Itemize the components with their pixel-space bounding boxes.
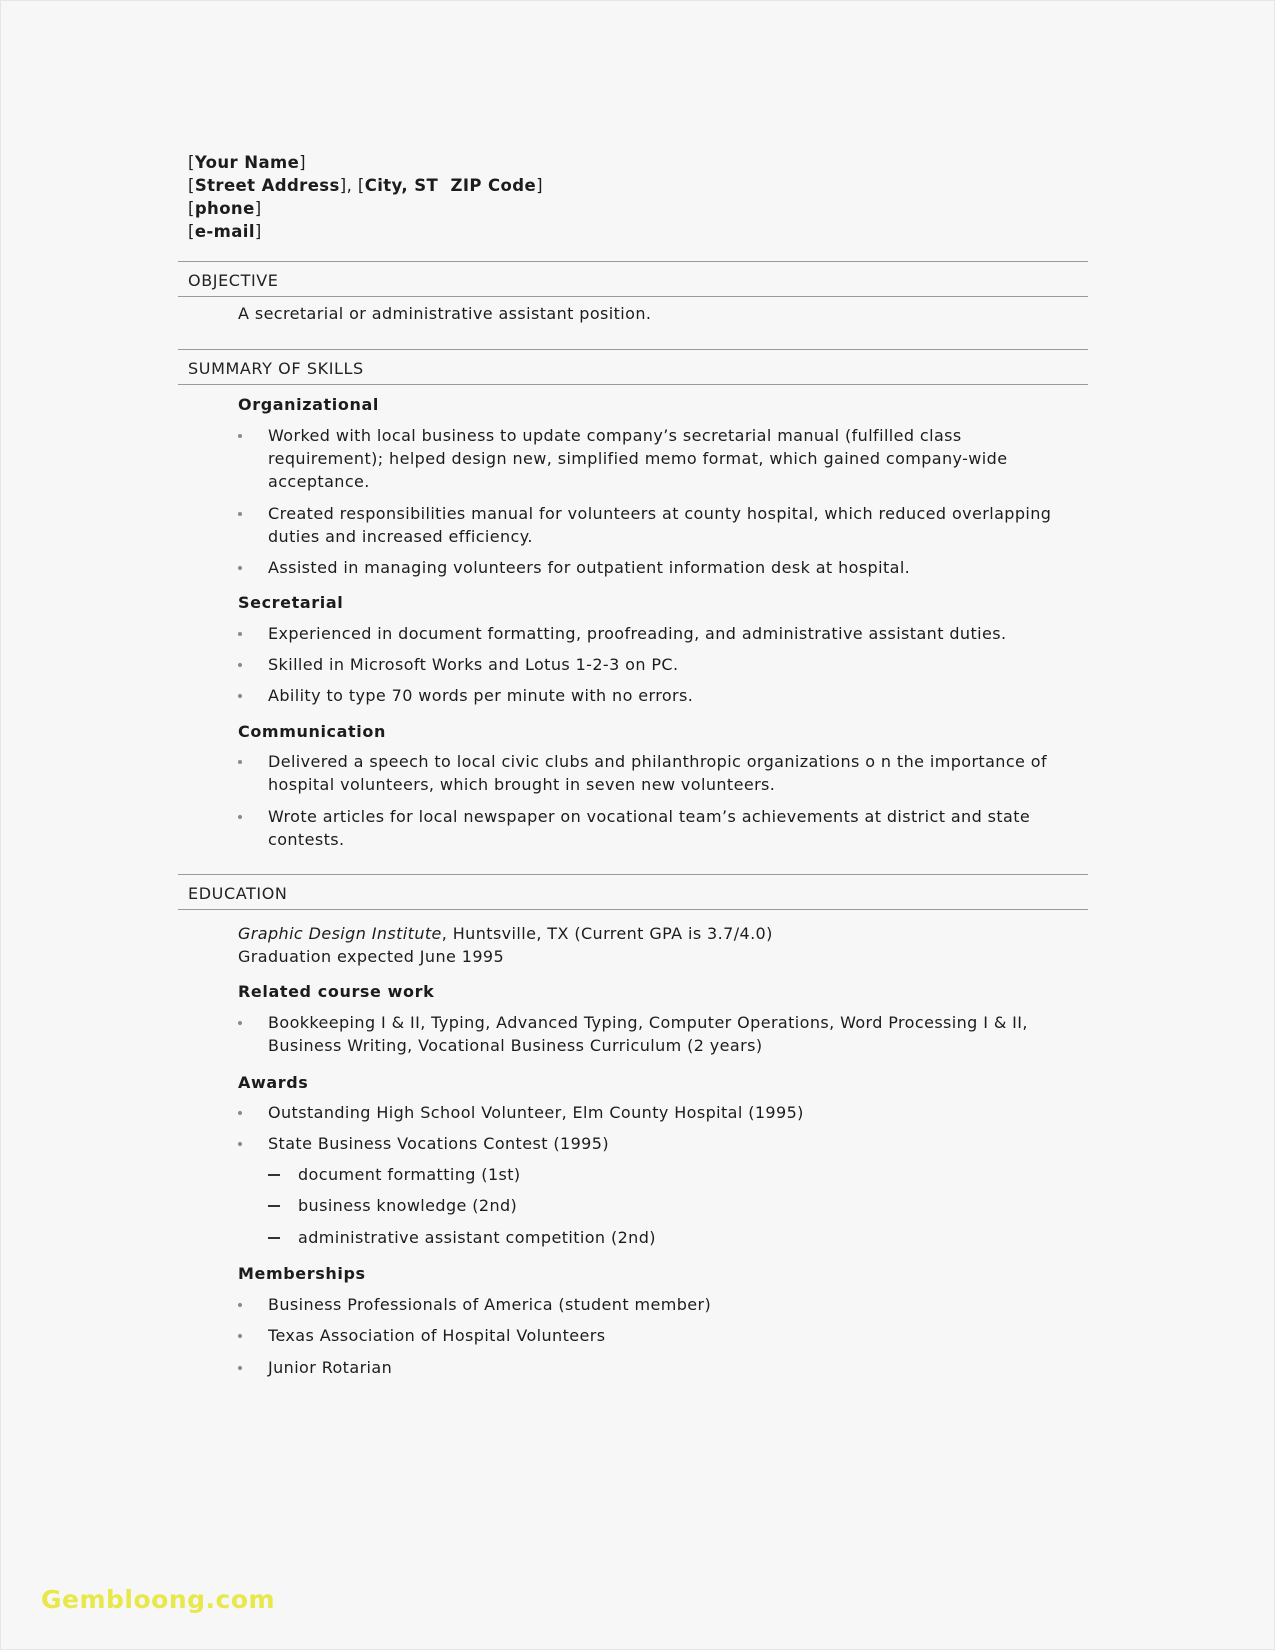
bullet-icon (238, 1021, 242, 1025)
dash-icon (268, 1237, 280, 1239)
school-line (238, 922, 773, 945)
email-field: e-mail (194, 222, 255, 241)
bullet-icon (238, 1334, 242, 1338)
school-details: , Huntsville, TX (Current GPA is 3.7/4.0) (441, 924, 773, 943)
awards-heading: Awards (238, 1073, 309, 1092)
graduation-line: Graduation expected June 1995 (238, 947, 505, 966)
phone-field: phone (194, 199, 255, 218)
bullet-icon (238, 694, 242, 698)
watermark: Gembloong.com (41, 1585, 276, 1614)
bullet-icon (238, 815, 242, 819)
education-heading: EDUCATION (178, 874, 1088, 910)
secretarial-heading: Secretarial (238, 593, 344, 612)
communication-heading: Communication (238, 722, 386, 741)
street-field: Street Address (194, 176, 340, 195)
bullet-icon (238, 566, 242, 570)
resume-page: [Your Name] [Street Address], [City, ST ZIP Code] [phone] [e-mail] OBJECTIVE A secretarial or administrative assistant position. SUMMARY OF SKILLS Organizational Worked with local business to update company’s secretarial manual (fulfilled class requirement); helped design new, simplified memo format, which gained company-wide acceptance. Created responsibilities manual for volunteers at county hospital, which reduced overlapping duties and increased efficiency. Assisted in managing volunteers for outpatient information desk at hospital. Secretarial Experienced in document formatting, proofreading, and administrative assistant duties. Skilled in Microsoft Works and Lotus 1-2-3 on PC. Ability to type 70 words per minute with no errors. Communication Delivered a speech to local civic clubs and philanthropic organizations o n the importance of hospital volunteers, which brought in seven new volunteers. Wrote articles for local newspaper on vocational team’s achievements at district and state contests. EDUCATION Graphic Design Institute, Huntsville, TX (Current GPA is 3.7/4.0) Graduation expected June 1995 Related course work Bookkeeping I & II, Typing, Advanced Typing, Computer Operations, Word Processing I & II, Business Writing, Vocational Business Curriculum (2 years) Awards Outstanding High School Volunteer, Elm County Hospital (1995) State Business Vocations Contest (1995) document formatting (1st) business knowledge (2nd) administrative assistant competition (2nd) Memberships Business Professionals of America (student member) Texas Association of Hospital Volunteers Junior Rotarian Gembloong.com (0, 0, 1275, 1650)
bullet-icon (238, 632, 242, 636)
name-field: Your Name (194, 153, 300, 172)
dash-icon (268, 1205, 280, 1207)
bullet-icon (238, 1142, 242, 1146)
bullet-icon (238, 434, 242, 438)
memberships-heading: Memberships (238, 1264, 366, 1283)
bullet-icon (238, 760, 242, 764)
skills-heading: SUMMARY OF SKILLS (178, 349, 1088, 385)
objective-text: A secretarial or administrative assistant position. (238, 304, 652, 323)
organizational-heading: Organizational (238, 395, 379, 414)
dash-icon (268, 1174, 280, 1176)
coursework-heading: Related course work (238, 982, 435, 1001)
bullet-icon (238, 1303, 242, 1307)
contact-header: [Your Name] [Street Address], [City, ST ZIP Code] [phone] [e-mail] (188, 153, 543, 241)
school-name: Graphic Design Institute (238, 924, 442, 943)
bullet-icon (238, 512, 242, 516)
city-field: City, ST ZIP Code (364, 176, 537, 195)
objective-heading: OBJECTIVE (178, 261, 1088, 297)
bullet-icon (238, 1111, 242, 1115)
bullet-icon (238, 1366, 242, 1370)
bullet-icon (238, 663, 242, 667)
